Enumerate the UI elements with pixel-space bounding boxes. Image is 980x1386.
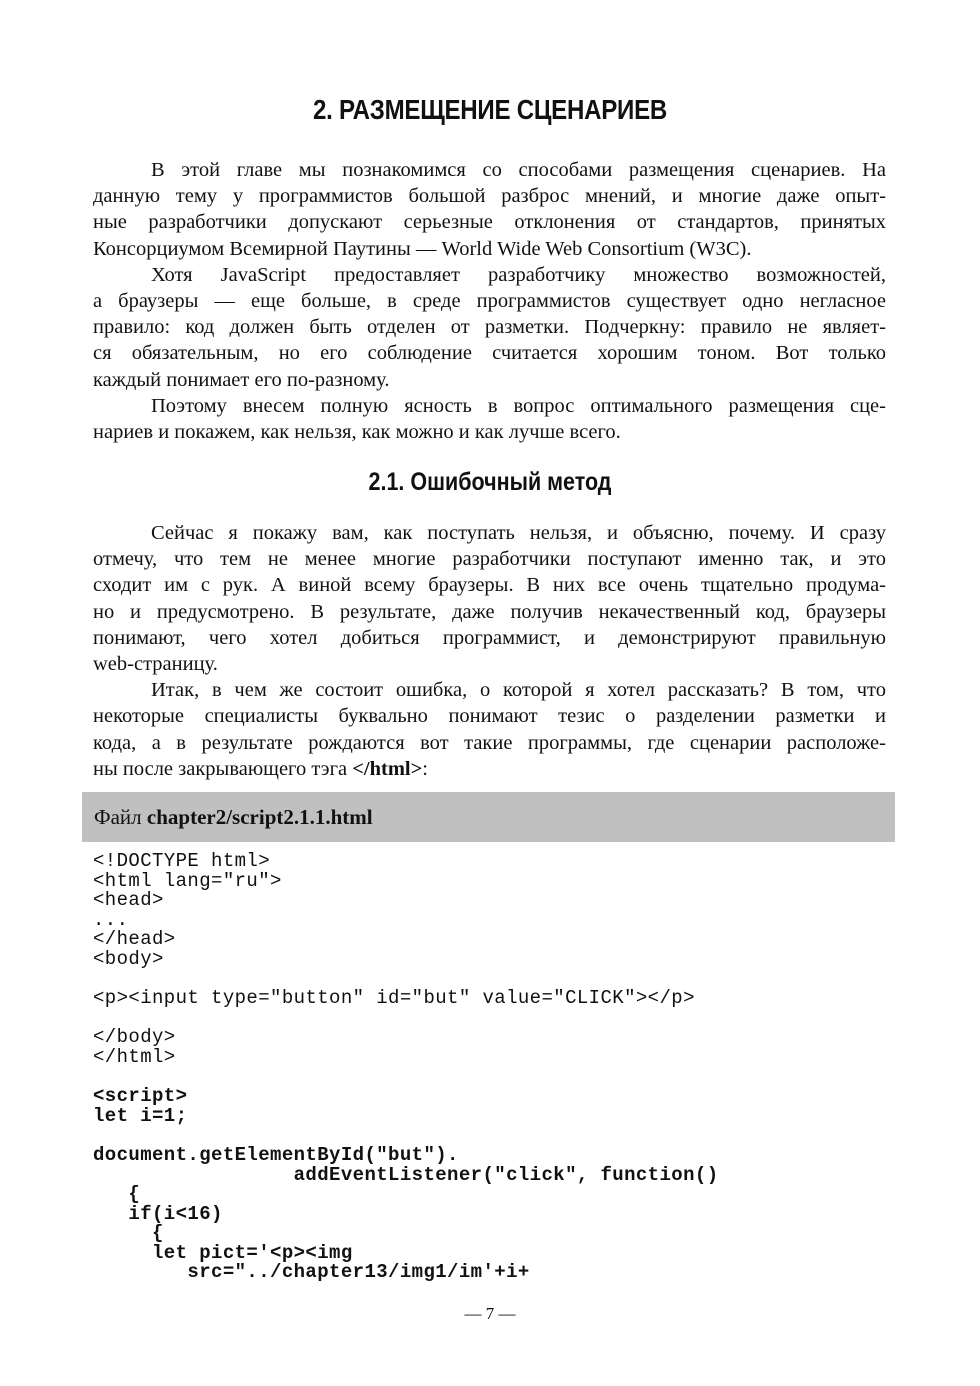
text-line-content: нариев и покажем, как нельзя, как можно и как лучше всего.	[93, 420, 621, 443]
text-line	[93, 367, 886, 393]
text-line	[93, 651, 886, 677]
text-line	[93, 677, 886, 703]
text-line	[93, 419, 886, 445]
text-line-content: некоторые специалисты буквально понимают тезис о разделении разметки и	[93, 705, 886, 728]
text-line-content: web-страницу.	[93, 652, 218, 675]
text-line	[93, 625, 886, 651]
text-line	[93, 209, 886, 235]
text-line-content: правило: код должен быть отделен от разметки. Подчеркну: правило не являет-	[93, 316, 886, 339]
text-line	[93, 262, 886, 288]
text-line	[93, 340, 886, 366]
file-label-prefix: Файл	[94, 805, 147, 829]
text-line	[93, 756, 886, 782]
tail-punct: :	[422, 757, 428, 780]
code-line: </head>	[93, 928, 176, 951]
code-line: <body>	[93, 947, 164, 970]
text-line-content: кода, а в результате рождаются вот такие программы, где сценарии расположе-	[93, 731, 886, 754]
bold-tag: </html>	[352, 757, 423, 780]
text-line-content: В этой главе мы познакомимся со способами размещения сценариев. На	[151, 159, 886, 181]
file-path: chapter2/script2.1.1.html	[146, 805, 373, 829]
text-line-content: но и предусмотрено. В результате, даже получив некачественный код, браузеры	[93, 600, 886, 623]
text-line	[93, 520, 886, 546]
code-line: addEventListener("click", function()	[93, 1163, 719, 1186]
text-line-content: Сейчас я покажу вам, как поступать нельзя, и объясню, почему. И сразу	[151, 522, 886, 544]
intro-text	[93, 157, 886, 445]
text-line	[93, 572, 886, 598]
text-line-content: ся обязательным, но его соблюдение считается хорошим тоном. Вот только	[93, 342, 886, 365]
text-line-content: каждый понимает его по-разному.	[93, 368, 390, 391]
code-line: ...	[93, 908, 129, 931]
file-label-bar	[82, 792, 895, 842]
text-line-content: сходит им с рук. А виной всему браузеры. В них все очень тщательно продума-	[93, 574, 886, 597]
text-line	[93, 288, 886, 314]
text-line	[93, 393, 886, 419]
text-line-content: Поэтому внесем полную ясность в вопрос оптимального размещения сце-	[151, 394, 886, 417]
text-line	[93, 599, 886, 625]
code-line: src="../chapter13/img1/im'+i+	[93, 1261, 530, 1284]
code-line: {	[93, 1222, 164, 1245]
text-line	[93, 314, 886, 340]
code-line: let pict='<p><img	[93, 1241, 353, 1264]
text-line-content: Консорциумом Всемирной Паутины — World Wide Web Consortium (W3C).	[93, 237, 752, 260]
text-line-content: отмечу, что тем не менее многие разработчики поступают именно так, и это	[93, 548, 886, 571]
text-line	[93, 236, 886, 262]
text-line-content: Хотя JavaScript предоставляет разработчику множество возможностей,	[151, 263, 886, 286]
page-number: — 7 —	[464, 1304, 516, 1323]
text-line-content: ны после закрывающего тэга	[93, 757, 353, 780]
text-line-content: понимают, чего хотел добиться программист, и демонстрируют правильную	[93, 626, 886, 649]
code-line: <!DOCTYPE html>	[93, 850, 271, 872]
code-line: <p><input type="button" id="but" value="CLICK"></p>	[93, 987, 695, 1010]
code-line	[93, 1126, 719, 1146]
section-text	[93, 520, 886, 782]
code-line: if(i<16)	[93, 1202, 223, 1225]
text-line	[93, 546, 886, 572]
code-line: let i=1;	[93, 1104, 188, 1127]
text-line	[93, 730, 886, 756]
code-listing	[93, 852, 719, 1283]
text-line-content: ные разработчики допускают серьезные отклонения от стандартов, принятых	[93, 211, 886, 234]
code-line: {	[93, 1183, 141, 1206]
text-line-content: Итак, в чем же состоит ошибка, о которой я хотел рассказать? В том, что	[151, 679, 886, 702]
text-line	[93, 703, 886, 729]
text-line-content: данную тему у программистов большой разброс мнений, и многие даже опыт-	[93, 185, 886, 208]
text-line	[93, 157, 886, 183]
chapter-title: 2. РАЗМЕЩЕНИЕ СЦЕНАРИЕВ	[312, 94, 668, 125]
code-line: <html lang="ru">	[93, 869, 282, 892]
code-line: document.getElementById("but").	[93, 1143, 459, 1166]
code-line: <head>	[93, 889, 164, 912]
code-line: </html>	[93, 1045, 176, 1068]
code-line: </body>	[93, 1026, 176, 1049]
text-line-content: а браузеры — еще больше, в среде программистов существует одно негласное	[93, 289, 886, 312]
section-heading: 2.1. Ошибочный метод	[368, 468, 612, 496]
code-line	[93, 1009, 719, 1029]
code-line: <script>	[93, 1085, 188, 1108]
text-line	[93, 183, 886, 209]
